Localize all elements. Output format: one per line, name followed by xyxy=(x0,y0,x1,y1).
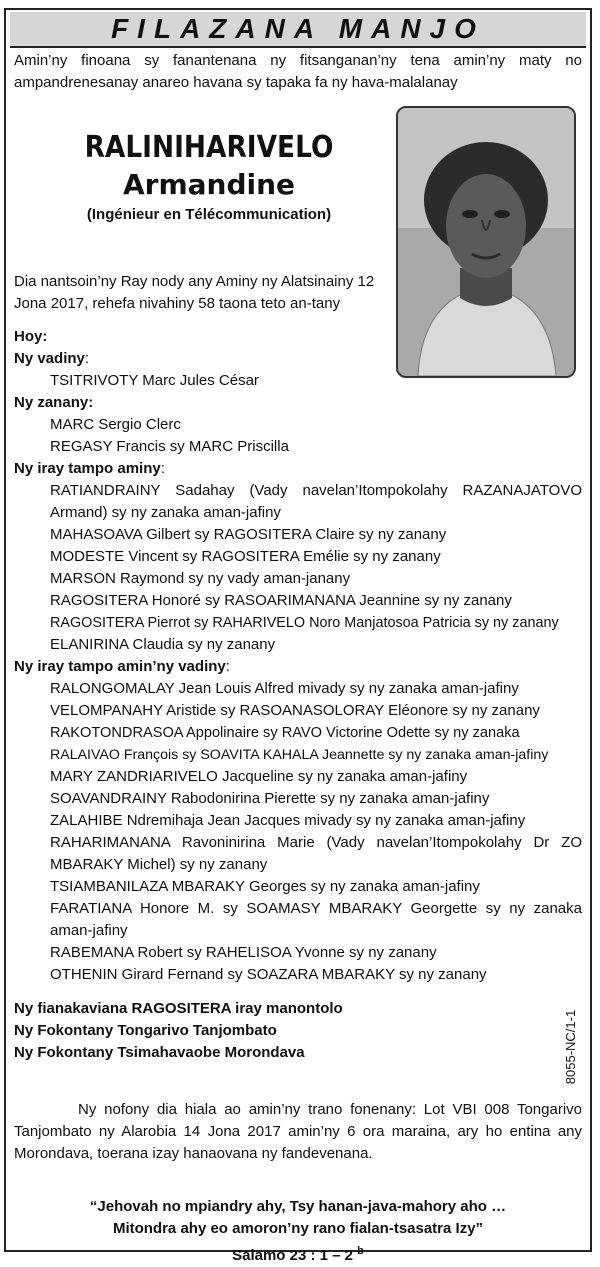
reference-code xyxy=(562,1002,582,1092)
sibling-entry: RATIANDRAINY Sadahay (Vady navelan’Itompokolahy RAZANAJATOVO Armand) sy ny zanaka aman-jafiny xyxy=(50,482,582,521)
spouse-sibling-entry: ZALAHIBE Ndremihaja Jean Jacques mivady sy ny zanaka aman-jafiny xyxy=(50,812,526,829)
quote-reference-row xyxy=(14,1240,582,1267)
spouse-sibling-entry: RABEMANA Robert sy RAHELISOA Yvonne sy ny zanany xyxy=(50,944,437,961)
notice-header xyxy=(10,12,586,48)
quote-mark: b xyxy=(357,1245,364,1257)
reference-code-text: 8055-NC/1-1 xyxy=(563,1009,578,1085)
spouse-row: Ny vadiny: xyxy=(14,350,90,367)
sibling-entry: ELANIRINA Claudia sy ny zanany xyxy=(50,636,276,653)
spouse-sibling-entry: RALAIVAO François sy SOAVITA KAHALA Jeannette sy ny zanaka aman-jafiny xyxy=(50,747,549,763)
spouse-sibling-entry: OTHENIN Girard Fernand sy SOAZARA MBARAKY sy ny zanany xyxy=(50,966,487,983)
sibling-entry: RAGOSITERA Pierrot sy RAHARIVELO Noro Manjatosoa Patricia sy ny zanany xyxy=(50,615,559,631)
child-entry: REGASY Francis sy MARC Priscilla xyxy=(50,438,289,455)
spouse-sibling-entry: RAHARIMANANA Ravoninirina Marie (Vady navelan’Itompokolahy Dr ZO MBARAKY Michel) sy ny zanany xyxy=(50,834,582,873)
spouse-sibling-entry: MARY ZANDRIARIVELO Jacqueline sy ny zanaka aman-jafiny xyxy=(50,768,468,785)
spouse-siblings-label: Ny iray tampo amin’ny vadiny xyxy=(14,658,226,675)
quote-line-1: “Jehovah no mpiandry ahy, Tsy hanan-java-mahory aho … xyxy=(89,1198,507,1215)
scripture-quote xyxy=(14,1196,582,1267)
quote-reference: Salamo 23 : 1 – 2 xyxy=(232,1247,353,1264)
spouse-siblings-row: Ny iray tampo amin’ny vadiny: xyxy=(14,658,230,675)
sibling-entry: MODESTE Vincent sy RAGOSITERA Emélie sy ny zanany xyxy=(50,548,441,565)
spouse-sibling-entry: SOAVANDRAINY Rabodonirina Pierette sy ny zanaka aman-jafiny xyxy=(50,790,490,807)
spouse-name: TSITRIVOTY Marc Jules César xyxy=(50,372,259,389)
organization-entry: Ny Fokontany Tsimahavaobe Morondava xyxy=(14,1044,305,1061)
hoy-label: Hoy: xyxy=(14,328,48,345)
organizations xyxy=(14,998,534,1064)
spouse-sibling-entry: TSIAMBANILAZA MBARAKY Georges sy ny zanaka aman-jafiny xyxy=(50,878,480,895)
death-notice: Dia nantsoin’ny Ray nody any Aminy ny Alatsinainy 12 Jona 2017, rehefa nivahiny 58 taona teto an-tany xyxy=(14,273,375,312)
organization-entry: Ny fianakaviana RAGOSITERA iray manontolo xyxy=(14,1000,343,1017)
child-entry: MARC Sergio Clerc xyxy=(50,416,181,433)
deceased-surname: RALINIHARIVELO xyxy=(84,130,334,165)
notice-body xyxy=(14,50,582,1264)
spouse-sibling-entry: RAKOTONDRASOA Appolinaire sy RAVO Victorine Odette sy ny zanaka xyxy=(50,725,520,741)
notice-title: FILAZANA MANJO xyxy=(111,13,485,44)
funeral-notice: Ny nofony dia hiala ao amin’ny trano fonenany: Lot VBI 008 Tongarivo Tanjombato ny Alarobia 14 Jona 2017 amin’ny 6 ora maraina, ary ho entina any Morondava, toerana izay hanaovana ny fandevenana. xyxy=(14,1101,582,1162)
organization-entry: Ny Fokontany Tongarivo Tanjombato xyxy=(14,1022,277,1039)
sibling-entry: MARSON Raymond sy ny vady aman-janany xyxy=(50,570,351,587)
spouse-sibling-entry: VELOMPANAHY Aristide sy RASOANASOLORAY Eléonore sy ny zanany xyxy=(50,702,540,719)
family-list xyxy=(14,326,582,986)
spouse-label: Ny vadiny xyxy=(14,350,85,367)
children-label: Ny zanany: xyxy=(14,394,94,411)
sibling-entry: MAHASOAVA Gilbert sy RAGOSITERA Claire sy ny zanany xyxy=(50,526,447,543)
siblings-label: Ny iray tampo aminy xyxy=(14,460,161,477)
siblings-row: Ny iray tampo aminy: xyxy=(14,460,165,477)
sibling-entry: RAGOSITERA Honoré sy RASOARIMANANA Jeannine sy ny zanany xyxy=(50,592,512,609)
spouse-sibling-entry: FARATIANA Honore M. sy SOAMASY MBARAKY Georgette sy ny zanaka aman-jafiny xyxy=(50,900,582,939)
deceased-profession: (Ingénieur en Télécommunication) xyxy=(86,206,332,223)
spouse-sibling-entry: RALONGOMALAY Jean Louis Alfred mivady sy ny zanaka aman-jafiny xyxy=(50,680,519,697)
deceased-firstname: Armandine xyxy=(122,168,296,201)
intro-text: Amin’ny finoana sy fanantenana ny fitsanganan’ny tena amin’ny maty no ampandrenesanay anareo havana sy tapaka fa ny hava-malalanay xyxy=(14,52,582,91)
quote-line-2: Mitondra ahy eo amoron’ny rano fialan-tsasatra Izy” xyxy=(112,1220,484,1237)
